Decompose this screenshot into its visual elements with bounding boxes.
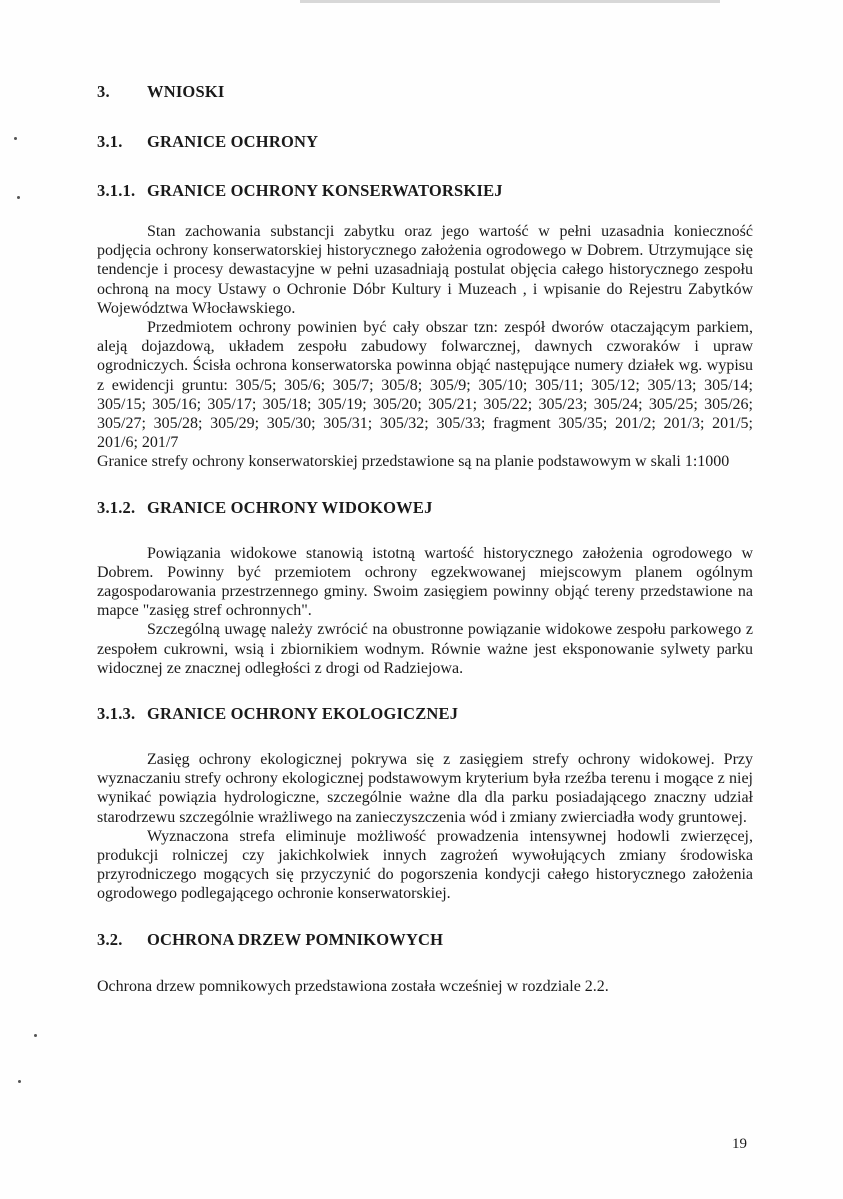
scan-edge xyxy=(300,0,720,3)
heading-section-3-1-2 xyxy=(97,498,753,518)
heading-title: GRANICE OCHRONY xyxy=(147,132,319,151)
heading-title: GRANICE OCHRONY WIDOKOWEJ xyxy=(147,497,433,517)
heading-number: 3. xyxy=(97,82,110,101)
heading-section-3-1-1 xyxy=(97,181,753,201)
heading-title: GRANICE OCHRONY KONSERWATORSKIEJ xyxy=(147,181,503,200)
heading-section-3-2 xyxy=(97,930,753,950)
heading-section-3-1 xyxy=(97,132,753,152)
heading-number: 3.1.1. xyxy=(97,181,136,200)
scan-speck xyxy=(17,196,20,199)
heading-number: 3.1.2. xyxy=(97,497,136,517)
paragraph-protection-scope: Przedmiotem ochrony powinien być cały obszar tzn: zespół dworów otaczającym parkiem, aleją dojazdową, układem zespołu zabudowy folwarcznej, dawnych czworaków i upraw ogrodniczych. Ścisła ochrona konserwatorska powinna objąć następujące numery działek wg. wypisu z ewidencji gruntu: 305/5; 305/6; 305/7; 305/8; 305/9; 305/10; 305/11; 305/12; 305/13; 305/14; 305/15; 305/16; 305/17; 305/18; 305/19; 305/20; 305/21; 305/22; 305/23; 305/24; 305/25; 305/26; 305/27; 305/28; 305/29; 305/30; 305/31; 305/32; 305/33; fragment 305/35; 201/2; 201/3; 201/5; 201/6; 201/7 xyxy=(97,319,753,452)
paragraph-view-attention: Szczególną uwagę należy zwrócić na obustronne powiązanie widokowe zespołu parkowego z zespołem cukrowni, wsią i zbiornikiem wodnym. Równie ważne jest eksponowanie sylwety parku widocznej ze znacznej odległości z drogi od Radziejowa. xyxy=(97,621,753,677)
heading-number: 3.2. xyxy=(97,929,123,949)
heading-number: 3.1.3. xyxy=(97,704,136,724)
paragraph-protection-justification: Stan zachowania substancji zabytku oraz jego wartość w pełni uzasadnia konieczność podjęcia ochrony konserwatorskiej historycznego założenia ogrodowego w Dobrem. Utrzymujące się tendencje i procesy dewastacyjne w pełni uzasadniają postulat objęcia całego historycznego zespołu ochroną na mocy Ustawy o Ochronie Dóbr Kultury i Muzeach , i wpisanie do Rejestru Zabytków Województwa Włocławskiego. xyxy=(97,223,753,317)
heading-number: 3.1. xyxy=(97,132,123,151)
paragraph-monument-trees: Ochrona drzew pomnikowych przedstawiona została wcześniej w rozdziale 2.2. xyxy=(97,977,609,995)
heading-section-3-1-3 xyxy=(97,704,753,724)
scan-speck xyxy=(18,1080,21,1083)
heading-section-3 xyxy=(97,82,753,102)
heading-title: WNIOSKI xyxy=(147,82,225,101)
paragraph-ecological-zone: Wyznaczona strefa eliminuje możliwość prowadzenia intensywnej hodowli zwierzęcej, produkcji rolniczej czy jakichkolwiek innych zagrożeń wywołujących zmiany środowiska przyrodniczego mogących się przyczynić do pogorszenia kondycji całego historycznego założenia ogrodowego podlegającego ochronie konserwatorskiej. xyxy=(97,827,753,903)
paragraph-ecological-range: Zasięg ochrony ekologicznej pokrywa się z zasięgiem strefy ochrony widokowej. Przy wyznaczaniu strefy ochrony ekologicznej podstawowym kryterium była rzeźba terenu i mogące z niej wynikać powiązia hydrologiczne, szczególnie ważne dla dla parku posiadającego znaczny udział starodrzewu szczególnie wrażliwego na zanieczyszczenia wód i zmiany zwierciadła wody gruntowej. xyxy=(97,751,753,826)
scan-speck xyxy=(14,137,17,140)
heading-title: OCHRONA DRZEW POMNIKOWYCH xyxy=(147,929,444,949)
scan-speck xyxy=(34,1034,37,1037)
page-number: 19 xyxy=(732,1136,747,1152)
paragraph-view-relations: Powiązania widokowe stanowią istotną wartość historycznego założenia ogrodowego w Dobrem. Powinny być przemiotem ochrony egzekwowanej miejscowym planem ogólnym zagospodarowania przestrzennego gminy. Swoim zasięgiem powinny objąć tereny przedstawione na mapce "zasięg stref ochronnych". xyxy=(97,544,753,620)
paragraph-protection-plan: Granice strefy ochrony konserwatorskiej przedstawione są na planie podstawowym w skali 1:1000 xyxy=(97,453,730,471)
heading-title: GRANICE OCHRONY EKOLOGICZNEJ xyxy=(147,704,459,724)
page-content xyxy=(97,82,753,996)
